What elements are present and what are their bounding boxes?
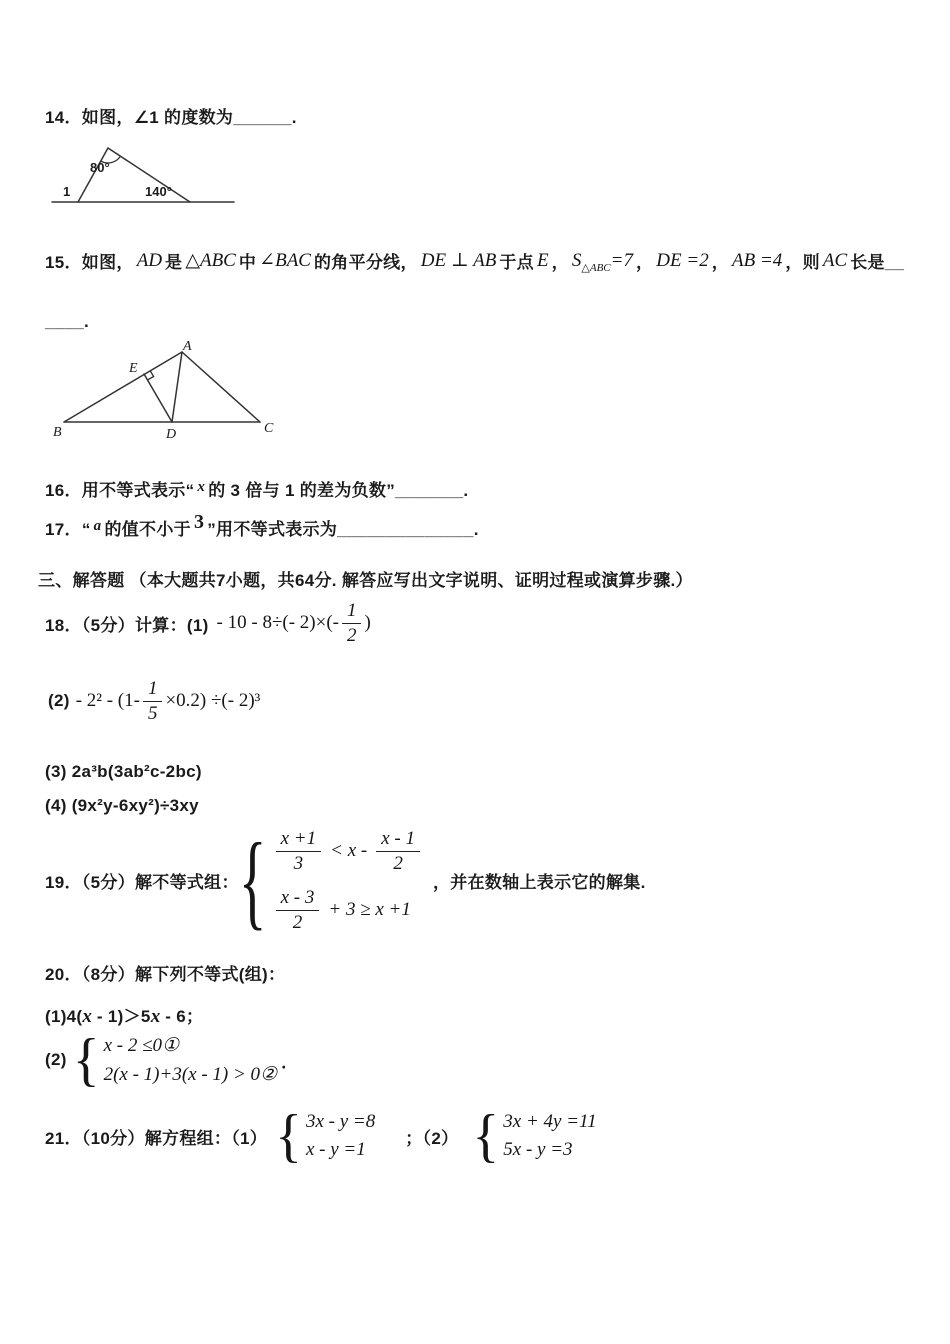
math-token-ad: AD xyxy=(136,250,163,271)
question-18-line-1 xyxy=(45,600,371,647)
q21-label: 21．（10分）解方程组：（1） xyxy=(45,1128,268,1148)
text-part: ， xyxy=(551,253,569,272)
question-17-text xyxy=(45,511,479,541)
q15-point-a-label: A xyxy=(183,340,192,354)
text-part: 的 3 倍与 1 的差为负数”_______. xyxy=(208,481,469,500)
text-part: 的值不小于 xyxy=(104,520,191,539)
expr-part: ) xyxy=(364,612,371,634)
q18-expression-1 xyxy=(217,600,371,647)
fraction-numerator: x - 3 xyxy=(276,887,320,911)
area-value: =7 xyxy=(610,250,633,271)
q20-inequality-2: 2(x - 1)+3(x - 1) > 0② xyxy=(103,1064,278,1085)
q21-equation-2: x - y =1 xyxy=(305,1139,366,1160)
q21-equation-4: 5x - y =3 xyxy=(503,1139,573,1160)
fraction xyxy=(376,828,420,875)
q21-equation-3: 3x + 4y =11 xyxy=(503,1111,597,1132)
q18-label: 18．（5分）计算：(1) xyxy=(45,615,209,635)
text-part: ， xyxy=(711,253,730,272)
q14-angle-80-label: 80° xyxy=(90,160,110,175)
fraction-numerator: x +1 xyxy=(276,828,322,852)
q19-inequality-1 xyxy=(273,828,423,875)
fraction xyxy=(143,678,163,725)
q19-label: 19．（5分）解不等式组： xyxy=(45,873,239,893)
expr-part: - 10 - 8÷(- 2)×(- xyxy=(216,612,339,634)
q19-inequality-2 xyxy=(273,887,423,934)
q20-label-2: (2) xyxy=(45,1050,67,1069)
q21-equation-1: 3x - y =8 xyxy=(305,1111,376,1132)
math-token-area xyxy=(569,250,636,274)
math-var-x: x xyxy=(150,1006,161,1027)
left-brace: { xyxy=(238,819,267,940)
math-token-e: E xyxy=(536,250,549,271)
q19-system xyxy=(273,828,423,933)
text-part: 15．如图， xyxy=(45,253,134,272)
math-token-triangle-abc: △ABC xyxy=(185,250,236,271)
q21-system-2 xyxy=(503,1111,596,1161)
fraction xyxy=(276,887,320,934)
fraction-numerator: 1 xyxy=(143,678,163,702)
q18-label-2: (2) xyxy=(48,691,70,711)
quote-open: “ xyxy=(81,520,91,539)
q20-tail: ． xyxy=(281,1052,299,1072)
fraction-numerator: 1 xyxy=(342,600,362,624)
math-num-3: 3 xyxy=(193,511,205,533)
fraction-denominator: 2 xyxy=(292,911,303,933)
question-14-text: 14．如图，∠1 的度数为______. xyxy=(45,108,297,127)
fraction-denominator: 5 xyxy=(147,702,158,724)
text-part: 中 xyxy=(238,253,257,272)
q15-figure xyxy=(52,340,277,440)
left-brace: { xyxy=(472,1103,500,1169)
math-token-de-2: DE =2 xyxy=(656,250,709,271)
q14-figure xyxy=(48,138,238,216)
area-subscript: △ABC xyxy=(581,261,611,274)
math-token-de-perp-ab: DE ⊥ AB xyxy=(420,250,497,271)
q18-expression-2 xyxy=(76,678,261,725)
text-part: 16．用不等式表示“ xyxy=(45,481,195,500)
question-19 xyxy=(45,819,646,940)
q18-item-4: (4) (9x²y-6xy²)÷3xy xyxy=(45,796,199,815)
q15-point-c-label: C xyxy=(264,421,274,436)
section-3-header: 三、解答题 （本大题共7小题，共64分. 解答应写出文字说明、证明过程或演算步骤.） xyxy=(38,571,693,590)
question-15-text xyxy=(45,246,925,281)
q21-system-1 xyxy=(306,1111,375,1161)
q20-system xyxy=(104,1034,278,1086)
q21-mid: ；（2） xyxy=(405,1128,459,1148)
q14-angle-140-label: 140° xyxy=(145,184,172,199)
q15-point-b-label: B xyxy=(53,425,62,440)
math-var-a: a xyxy=(93,518,102,534)
text-part: 的角平分线， xyxy=(313,253,418,272)
q19-tail: ，并在数轴上表示它的解集. xyxy=(432,873,646,893)
left-brace: { xyxy=(72,1027,100,1093)
expr-part: - 1)＞5 xyxy=(91,1007,151,1026)
question-16-text xyxy=(45,476,468,501)
fraction xyxy=(342,600,362,647)
math-token-ab-4: AB =4 xyxy=(732,250,783,271)
q15-point-e-label: E xyxy=(129,361,138,376)
text-part: 于点 xyxy=(499,253,534,272)
math-var-x: x xyxy=(82,1006,92,1027)
q14-angle-1-label: 1 xyxy=(63,184,71,199)
q15-point-d-label: D xyxy=(166,427,177,440)
fraction-denominator: 2 xyxy=(393,852,403,874)
q20-item-1 xyxy=(45,1002,203,1028)
question-21 xyxy=(45,1103,597,1169)
expr-part: ×0.2) ÷(- 2)³ xyxy=(165,690,261,712)
question-15-blank-line: ____. xyxy=(45,312,90,331)
text-part: ”用不等式表示为______________. xyxy=(207,520,479,539)
text-part: ，则 xyxy=(785,253,820,272)
expr-part: + 3 ≥ x +1 xyxy=(328,899,411,921)
question-18-line-2 xyxy=(48,678,260,725)
text-part: ， xyxy=(635,253,654,272)
fraction xyxy=(276,828,322,875)
q20-item-2 xyxy=(45,1027,299,1093)
text-part: 长是__ xyxy=(850,253,905,272)
expr-part: (1)4( xyxy=(45,1007,83,1026)
expr-part: < x - xyxy=(330,840,368,862)
expr-part: - 2² - (1- xyxy=(75,690,140,712)
q18-item-3: (3) 2a³b(3ab²c-2bc) xyxy=(45,762,202,781)
text-part: 17． xyxy=(45,520,82,539)
fraction-denominator: 3 xyxy=(293,852,304,874)
left-brace: { xyxy=(275,1103,302,1169)
fraction-numerator: x - 1 xyxy=(376,828,420,852)
math-var-x: x xyxy=(197,479,206,495)
q20-inequality-1: x - 2 ≤0① xyxy=(103,1035,180,1056)
area-symbol: S xyxy=(571,250,582,271)
text-part: 是 xyxy=(165,253,183,272)
fraction-denominator: 2 xyxy=(346,624,357,646)
math-token-angle-bac: ∠BAC xyxy=(259,250,311,271)
math-token-ac: AC xyxy=(822,250,848,271)
expr-part: - 6； xyxy=(160,1007,204,1026)
q20-label: 20．（8分）解下列不等式(组)： xyxy=(45,965,286,984)
